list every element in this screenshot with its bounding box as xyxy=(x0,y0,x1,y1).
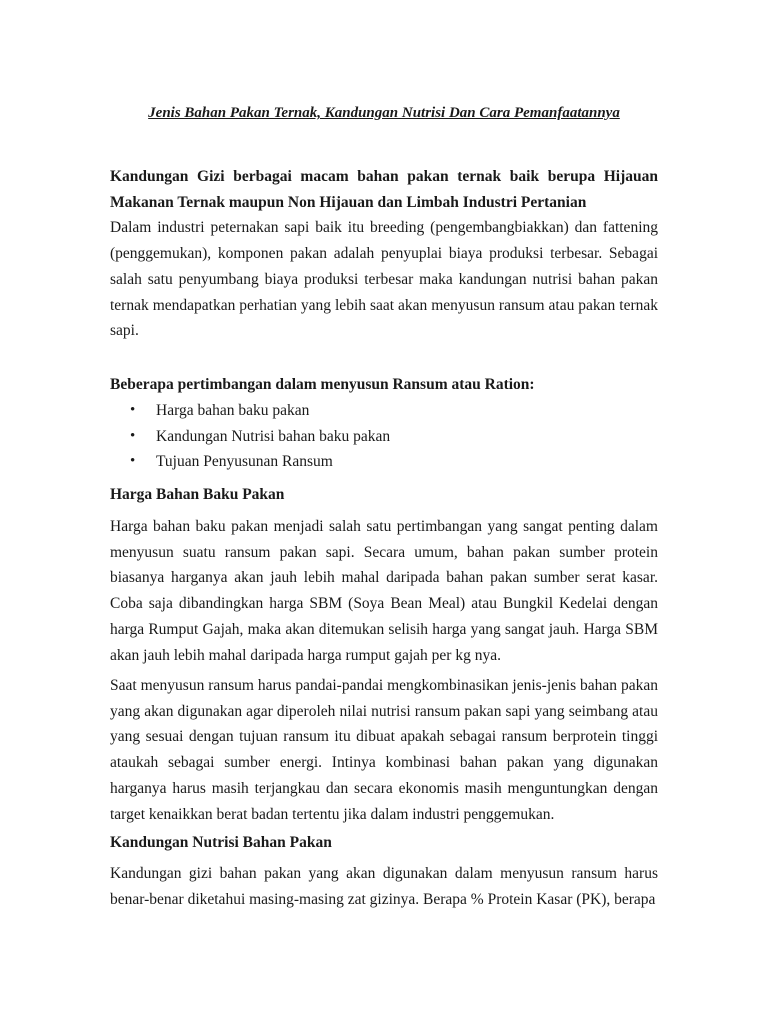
list-item-text: Harga bahan baku pakan xyxy=(156,402,310,419)
bullet-icon: • xyxy=(130,453,136,469)
section-heading-harga: Harga Bahan Baku Pakan xyxy=(110,486,285,503)
considerations-heading: Beberapa pertimbangan dalam menyusun Ransum atau Ration: xyxy=(110,376,535,393)
list-item-text: Tujuan Penyusunan Ransum xyxy=(156,453,333,470)
list-item xyxy=(110,424,658,450)
document-title: Jenis Bahan Pakan Ternak, Kandungan Nutrisi Dan Cara Pemanfaatannya xyxy=(148,105,620,121)
list-item xyxy=(110,449,658,475)
bullet-icon: • xyxy=(130,402,136,418)
intro-bold-lead: Kandungan Gizi berbagai macam bahan pakan ternak baik berupa Hijauan Makanan Ternak maupun Non Hijauan dan Limbah Industri Pertanian xyxy=(110,168,658,211)
section-heading-nutrisi: Kandungan Nutrisi Bahan Pakan xyxy=(110,834,332,851)
bullet-icon: • xyxy=(130,427,136,444)
paragraph-nutrisi-1: Kandungan gizi bahan pakan yang akan digunakan dalam menyusun ransum harus benar-benar diketahui masing-masing zat gizinya. Berapa % Protein Kasar (PK), berapa xyxy=(110,865,658,908)
list-item-text: Kandungan Nutrisi bahan baku pakan xyxy=(156,427,391,445)
intro-paragraph: Dalam industri peternakan sapi baik itu breeding (pengembangbiakkan) dan fattening (penggemukan), komponen pakan adalah penyuplai biaya produksi terbesar. Sebagai salah satu penyumbang biaya produksi terbesar maka kandungan nutrisi bahan pakan ternak mendapatkan perhatian yang lebih saat akan menyusun ransum atau pakan ternak sapi. xyxy=(110,219,658,340)
considerations-list xyxy=(110,398,658,475)
list-item xyxy=(110,398,658,424)
paragraph-harga-2: Saat menyusun ransum harus pandai-pandai mengkombinasikan jenis-jenis bahan pakan yang akan digunakan agar diperoleh nilai nutrisi ransum pakan sapi yang seimbang atau yang sesuai dengan tujuan ransum itu dibuat apakah sebagai ransum berprotein tinggi ataukah sebagai sumber energi. Intinya kombinasi bahan pakan yang digunakan harganya harus masih terjangkau dan secara ekonomis masih menguntungkan dengan target kenaikkan berat badan tertentu jika dalam industri penggemukan. xyxy=(110,677,658,823)
intro-section xyxy=(110,164,658,344)
paragraph-harga-1: Harga bahan baku pakan menjadi salah satu pertimbangan yang sangat penting dalam menyusun suatu ransum pakan sapi. Secara umum, bahan pakan sumber protein biasanya harganya akan jauh lebih mahal daripada bahan pakan sumber serat kasar. Coba saja dibandingkan harga SBM (Soya Bean Meal) atau Bungkil Kedelai dengan harga Rumput Gajah, maka akan ditemukan selisih harga yang sangat jauh. Harga SBM akan jauh lebih mahal daripada harga rumput gajah per kg nya. xyxy=(110,518,658,664)
